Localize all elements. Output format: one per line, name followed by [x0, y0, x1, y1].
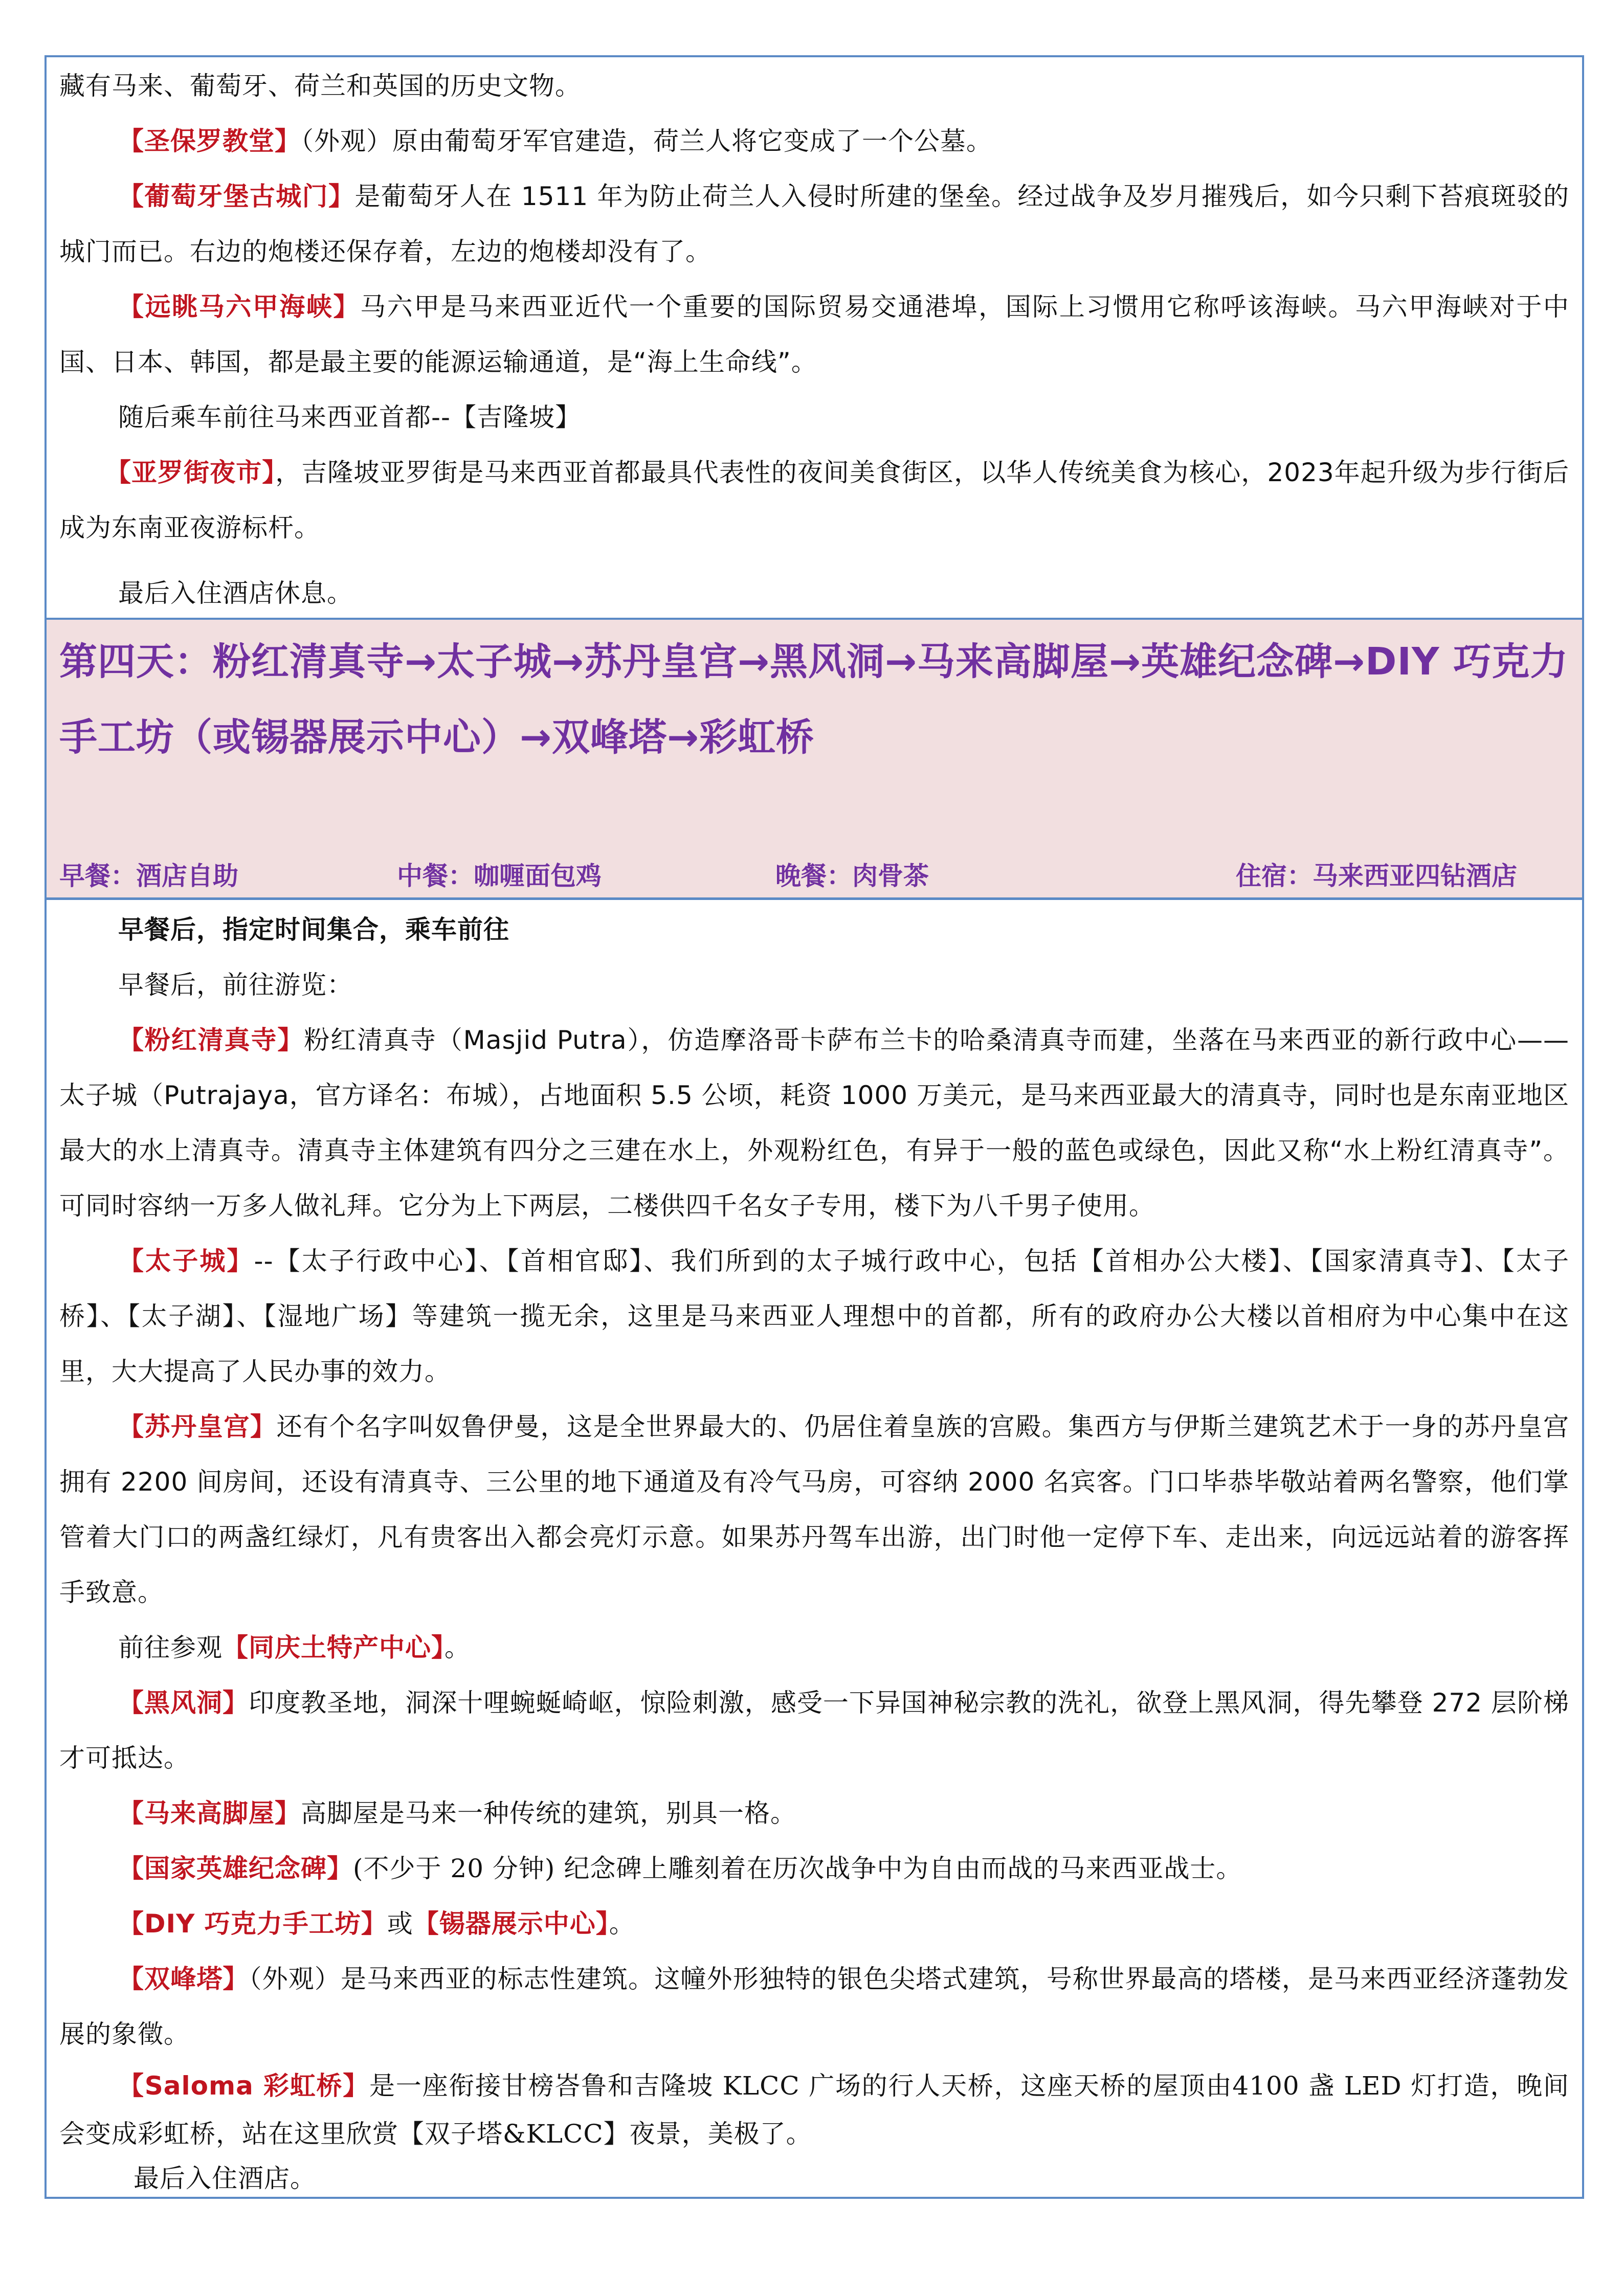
day-title: 第四天：粉红清真寺→太子城→苏丹皇宫→黑风洞→马来高脚屋→英雄纪念碑→DIY 巧克力手工坊（或锡器展示中心）→双峰塔→彩虹桥: [59, 640, 1569, 759]
paragraph: [59, 1675, 1569, 1786]
paragraph: [59, 1012, 1569, 1233]
attraction-name: 【苏丹皇宫】: [118, 1412, 277, 1442]
paragraph-text: （外观）是马来西亚的标志性建筑。这幢外形独特的银色尖塔式建筑，号称世界最高的塔楼，是马来西亚经济蓬勃发展的象徵。: [59, 1964, 1569, 2049]
paragraph-tail: 。: [444, 1633, 471, 1662]
paragraph-text: --【太子行政中心】、【首相官邸】、我们所到的太子城行政中心，包括【首相办公大楼】、【国家清真寺】、【太子桥】、【太子湖】、【湿地广场】等建筑一揽无余，这里是马来西亚人理想中的首都，所有的政府办公大楼以首相府为中心集中在这里，大大提高了人民办事的效力。: [59, 1246, 1569, 1386]
paragraph-text: 前往参观: [118, 1633, 223, 1662]
attraction-name: 【粉红清真寺】: [118, 1025, 304, 1055]
paragraph-text: 是葡萄牙人在 1511 年为防止荷兰人入侵时所建的堡垒。经过战争及岁月摧残后，如今只剩下苔痕斑驳的城门而已。右边的炮楼还保存着，左边的炮楼却没有了。: [59, 182, 1569, 266]
paragraph-text: （外观）原由葡萄牙军官建造，荷兰人将它变成了一个公墓。: [301, 126, 992, 156]
paragraph: [59, 279, 1569, 390]
paragraph-text: 最后入住酒店休息。: [118, 578, 353, 608]
attraction-name: 【DIY 巧克力手工坊】: [118, 1909, 387, 1939]
attraction-name: 【亚罗街夜市】: [105, 458, 276, 487]
attraction-name: 【太子城】: [118, 1246, 254, 1276]
attraction-name: 【马来高脚屋】: [118, 1798, 301, 1828]
paragraph-text: 最后入住酒店。: [134, 2164, 316, 2193]
paragraph: [59, 445, 1569, 555]
paragraph-text: 或: [387, 1909, 413, 1939]
attraction-name: 【双峰塔】: [118, 1964, 249, 1994]
breakfast: 早餐：酒店自助: [59, 861, 238, 891]
paragraph: [59, 566, 1569, 621]
paragraph: [59, 1896, 1569, 1951]
attraction-name: 【国家英雄纪念碑】: [118, 1854, 353, 1883]
attraction-name: 【葡萄牙堡古城门】: [118, 182, 355, 211]
paragraph: [59, 2062, 1569, 2158]
paragraph: [59, 1841, 1569, 1896]
attraction-name: 【Saloma 彩虹桥】: [118, 2071, 370, 2101]
paragraph-tail: 。: [609, 1909, 635, 1939]
paragraph-text: 粉红清真寺（Masjid Putra），仿造摩洛哥卡萨布兰卡的哈桑清真寺而建，坐落在马来西亚的新行政中心——太子城（Putrajaya，官方译名：布城），占地面积 5.5 公顷，耗资 1000 万美元，是马来西亚最大的清真寺，同时也是东南亚地区最大的水上清真寺。清真寺主体建筑有四分之三建在水上，外观粉红色，有异于一般的蓝色或绿色，因此又称“水上粉红清真寺”。可同时容纳一万多人做礼拜。它分为上下两层，二楼供四千名女子专用，楼下为八千男子使用。: [59, 1025, 1570, 1221]
paragraph: [59, 902, 1569, 957]
paragraph-text: (不少于 20 分钟) 纪念碑上雕刻着在历次战争中为自由而战的马来西亚战士。: [353, 1854, 1242, 1883]
paragraph: [59, 169, 1569, 279]
paragraph-text: 藏有马来、葡萄牙、荷兰和英国的历史文物。: [59, 71, 581, 101]
attraction-name: 【圣保罗教堂】: [118, 126, 301, 156]
paragraph: [59, 2158, 1569, 2199]
paragraph-text: ，吉隆坡亚罗街是马来西亚首都最具代表性的夜间美食街区，以华人传统美食为核心，2023年起升级为步行街后成为东南亚夜游标杆。: [59, 458, 1570, 543]
paragraph: [59, 1233, 1569, 1399]
paragraph: [59, 1620, 1569, 1675]
attraction-name: 【远眺马六甲海峡】: [118, 292, 361, 322]
paragraph: [59, 1399, 1569, 1620]
meals-row: [59, 856, 1569, 896]
paragraph: [59, 114, 1569, 169]
paragraph: [59, 390, 1569, 445]
paragraph-text: 印度教圣地，洞深十哩蜿蜒崎岖，惊险刺激，感受一下异国神秘宗教的洗礼，欲登上黑风洞，得先攀登 272 层阶梯才可抵达。: [59, 1688, 1569, 1773]
paragraph-text: 是一座衔接甘榜峇鲁和吉隆坡 KLCC 广场的行人天桥，这座天桥的屋顶由4100 盏 LED 灯打造，晚间会变成彩虹桥，站在这里欣赏【双子塔&KLCC】夜景，美极了。: [59, 2071, 1569, 2149]
attraction-name: 【同庆土特产中心】: [223, 1633, 444, 1662]
paragraph: [59, 1951, 1569, 2062]
paragraph-text: 早餐后，指定时间集合，乘车前往: [118, 915, 509, 944]
itinerary-frame: [45, 55, 1584, 2199]
paragraph-text: 马六甲是马来西亚近代一个重要的国际贸易交通港埠，国际上习惯用它称呼该海峡。马六甲海峡对于中国、日本、韩国，都是最主要的能源运输通道，是“海上生命线”。: [59, 292, 1570, 377]
dinner: 晚餐：肉骨茶: [775, 861, 929, 891]
day3-continuation: [47, 57, 1582, 619]
lunch: 中餐：咖喱面包鸡: [397, 861, 602, 891]
paragraph: [59, 957, 1569, 1012]
day4-header: [47, 618, 1582, 900]
day4-body: [47, 902, 1582, 2199]
paragraph-text: 早餐后，前往游览：: [118, 970, 353, 1000]
attraction-name: 【黑风洞】: [118, 1688, 249, 1718]
hotel: 住宿：马来西亚四钻酒店: [1236, 861, 1517, 891]
paragraph: [59, 1786, 1569, 1841]
paragraph-text: 还有个名字叫奴鲁伊曼，这是全世界最大的、仍居住着皇族的宫殿。集西方与伊斯兰建筑艺术于一身的苏丹皇宫拥有 2200 间房间，还设有清真寺、三公里的地下通道及有冷气马房，可容纳 2000 名宾客。门口毕恭毕敬站着两名警察，他们掌管着大门口的两盏红绿灯，凡有贵客出入都会亮灯示意。如果苏丹驾车出游，出门时他一定停下车、走出来，向远远站着的游客挥手致意。: [59, 1412, 1570, 1607]
attraction-name: 【锡器展示中心】: [413, 1909, 609, 1939]
paragraph: [59, 58, 1569, 114]
paragraph-text: 高脚屋是马来一种传统的建筑，别具一格。: [301, 1798, 796, 1828]
paragraph-text: 随后乘车前往马来西亚首都--【吉隆坡】: [118, 402, 582, 432]
